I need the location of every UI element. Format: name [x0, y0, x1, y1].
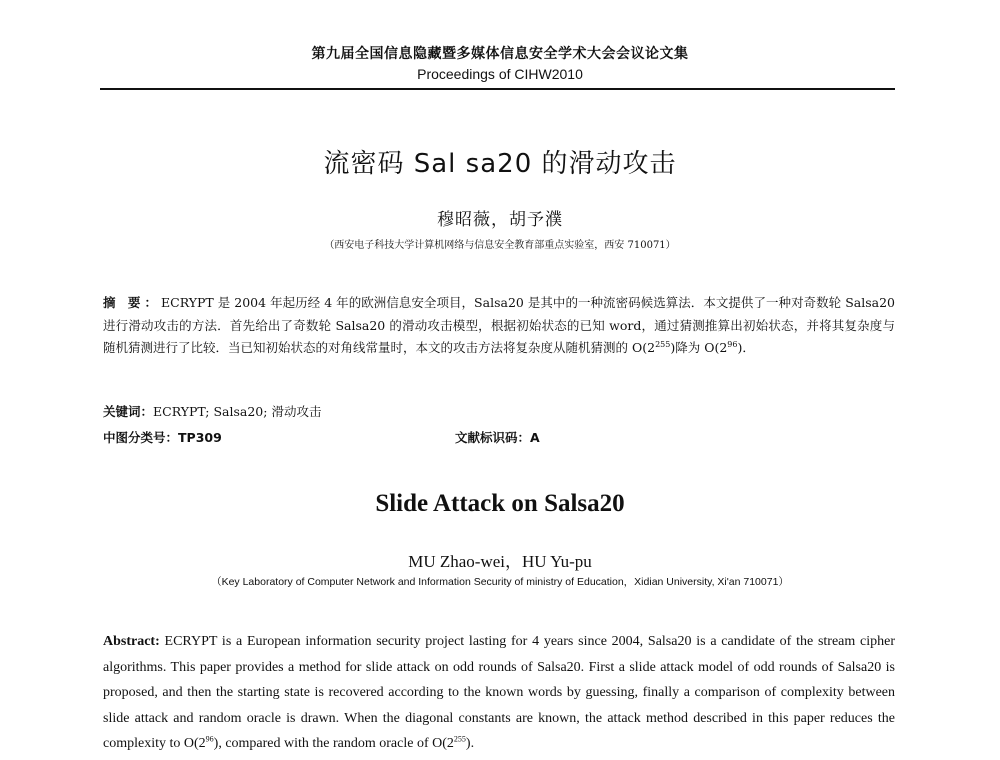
clc-label: 中图分类号：: [103, 430, 179, 445]
proceedings-title-en: Proceedings of CIHW2010: [417, 66, 583, 82]
clc-number: [103, 428, 222, 446]
doc-code-label: 文献标识码：: [455, 430, 531, 445]
clc-value: TP309: [178, 430, 222, 445]
authors-en: MU Zhao-wei，HU Yu-pu: [408, 552, 592, 571]
abstract-mid-cn: )降为 O(2: [670, 340, 728, 355]
abstract-en: [103, 629, 895, 757]
abstract-end-en: ).: [465, 736, 475, 751]
paper-title-en: Slide Attack on Salsa20: [375, 490, 625, 517]
abstract-exponent-2-cn: 96: [727, 339, 738, 349]
affiliation-cn: （西安电子科技大学计算机网络与信息安全教育部重点实验室，西安 710071）: [324, 240, 676, 251]
document-code: [455, 428, 540, 446]
header-rule: [100, 88, 895, 90]
abstract-exponent-2-en: 255: [453, 734, 466, 744]
abstract-cn: [103, 292, 895, 360]
abstract-text-en: ECRYPT is a European information security project lasting for 4 years since 2004, Salsa20 is a candidate of the stream cipher algorithms. This paper provides a method for slide attack on odd rounds of Salsa20. First a slide attack model of odd rounds of Salsa20 is proposed, and then the starting state is recovered according to the known words by guessing, finally a comparison of complexity between slide attack and random oracle is drawn. When the diagonal constants are known, the attack method described in this paper reduces the complexity to O(2: [103, 634, 895, 751]
proceedings-title-cn: 第九届全国信息隐藏暨多媒体信息安全学术大会会议论文集: [311, 46, 689, 62]
doc-code-value: A: [530, 430, 540, 445]
authors-cn: 穆昭薇，胡予濮: [437, 210, 563, 230]
abstract-text-cn: ECRYPT 是 2004 年起历经 4 年的欧洲信息安全项目，Salsa20 是其中的一种流密码候选算法．本文提供了一种对奇数轮 Salsa20 进行滑动攻击的方法．首先给出了奇数轮 Salsa20 的滑动攻击模型，根据初始状态的已知 word，通过猜测推算出初始状态，并将其复杂度与随机猜测进行了比较．当已知初始状态的对角线常量时，本文的攻击方法将复杂度从随机猜测的 O(2: [103, 295, 895, 355]
classification-row: [103, 428, 895, 448]
affiliation-en: （Key Laboratory of Computer Network and Information Security of ministry of Education，Xidian University, Xi'an 710071）: [211, 576, 789, 588]
abstract-exponent-1-cn: 255: [655, 339, 671, 349]
paper-title-cn: 流密码 Sal sa20 的滑动攻击: [323, 149, 677, 179]
keywords-cn: [103, 402, 895, 420]
abstract-label-en: Abstract:: [103, 634, 160, 649]
keywords-value-cn: ECRYPT; Salsa20; 滑动攻击: [153, 404, 322, 419]
abstract-label-cn: 摘 要：: [103, 295, 161, 310]
keywords-label-cn: 关键词：: [103, 404, 154, 419]
abstract-exponent-1-en: 96: [205, 734, 214, 744]
abstract-end-cn: )．: [737, 340, 755, 355]
abstract-mid-en: ), compared with the random oracle of O(2: [213, 736, 454, 751]
